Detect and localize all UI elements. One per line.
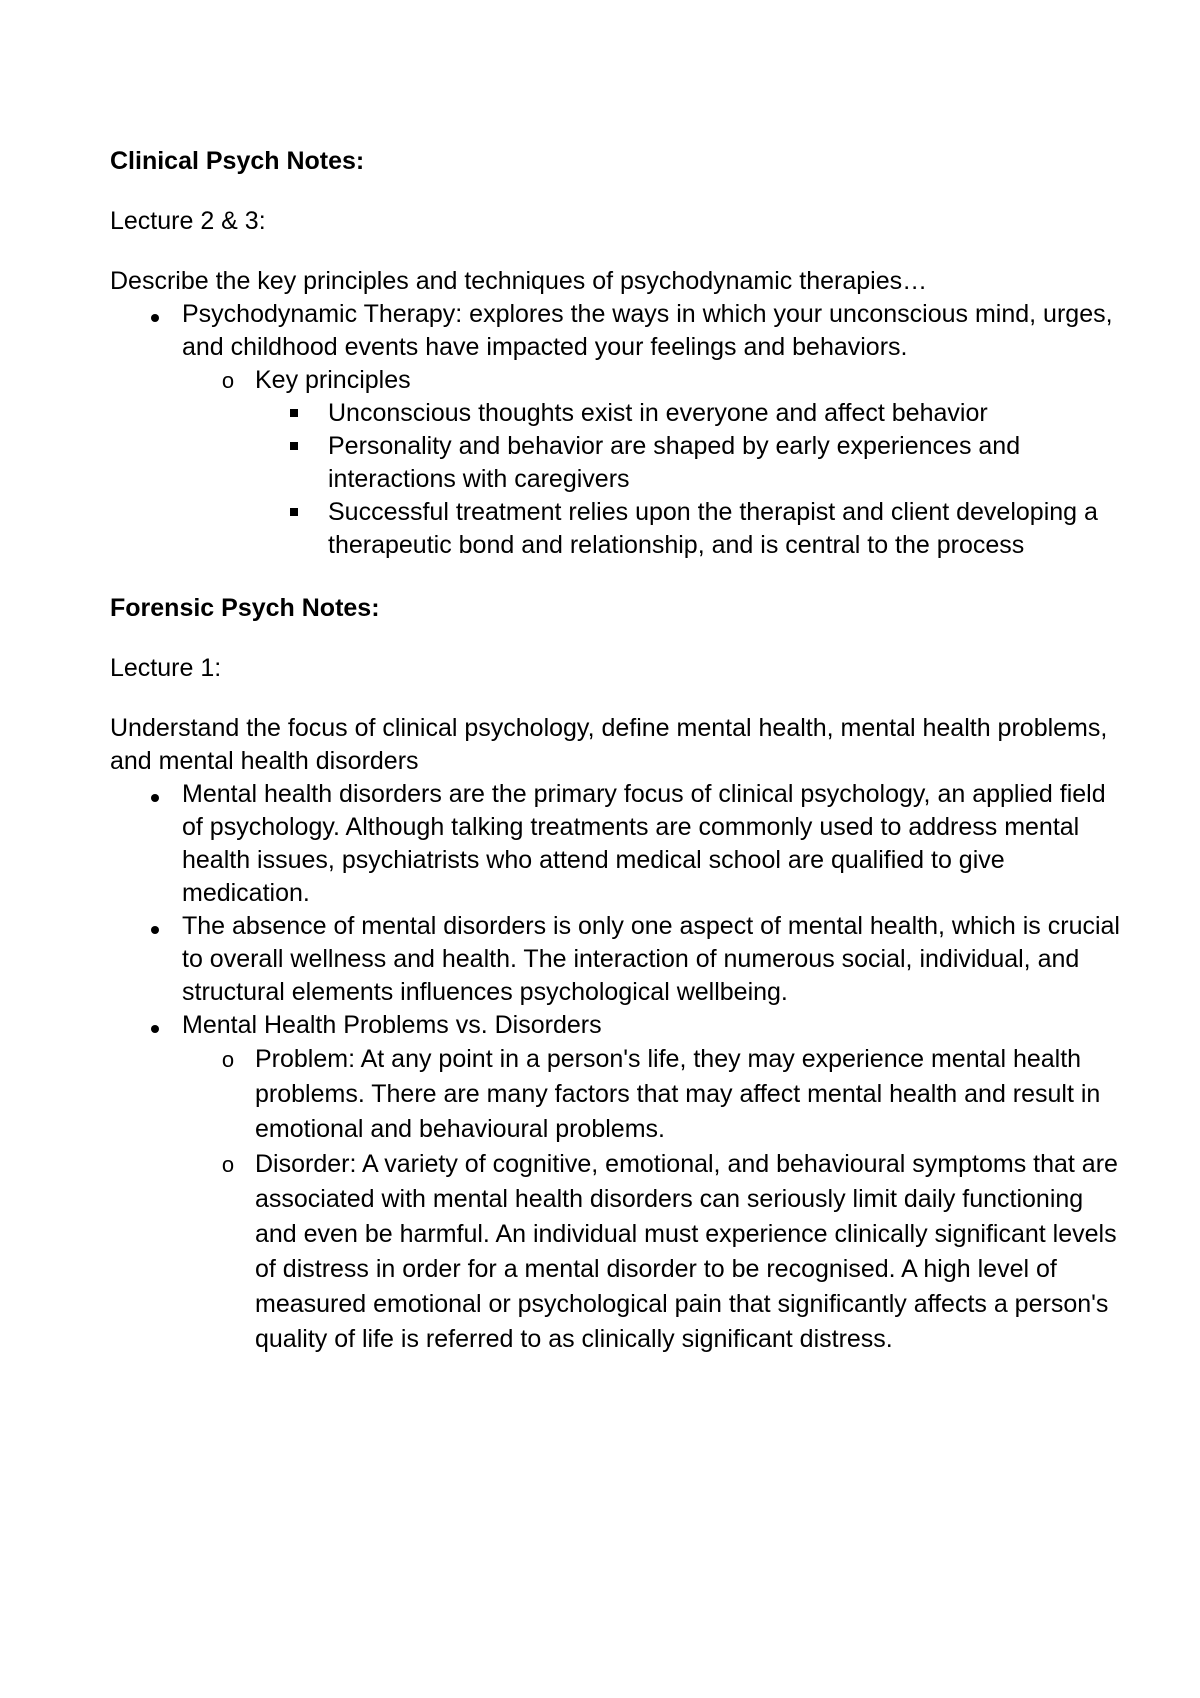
list-item-text: Psychodynamic Therapy: explores the ways in which your unconscious mind, urges, and childhood events have impacted your feelings and behaviors. [182, 300, 1113, 361]
list-item [221, 364, 1120, 562]
list-item [182, 1009, 1120, 1357]
forensic-heading: Forensic Psych Notes: [110, 594, 380, 622]
square-bullet-icon [290, 409, 298, 417]
circle-bullet-icon: o [221, 368, 235, 393]
list-item-text: Personality and behavior are shaped by early experiences and interactions with caregivers [328, 432, 1021, 493]
bullet-icon [145, 1009, 165, 1042]
square-bullet-icon [290, 442, 298, 450]
clinical-lecture: Lecture 2 & 3: [110, 207, 266, 235]
forensic-bullet-list [110, 778, 1120, 1357]
key-principles-list [182, 364, 1120, 562]
list-item-text: The absence of mental disorders is only one aspect of mental health, which is crucial to overall wellness and health. The interaction of numerous social, individual, and structural elements influences psychological wellbeing. [182, 912, 1120, 1006]
problems-vs-disorders-list [182, 1042, 1120, 1357]
list-item [221, 1042, 1120, 1147]
list-item-text: Successful treatment relies upon the therapist and client developing a therapeutic bond and relationship, and is central to the process [328, 498, 1098, 559]
list-item [221, 1147, 1120, 1357]
list-item-text: Mental Health Problems vs. Disorders [182, 1011, 602, 1039]
clinical-heading: Clinical Psych Notes: [110, 147, 365, 175]
list-item-text: Disorder: A variety of cognitive, emotional, and behavioural symptoms that are associated with mental health disorders can seriously limit daily functioning and even be harmful. An individual must experience clinically significant levels of distress in order for a mental disorder to be recognised. A high level of measured emotional or psychological pain that significantly affects a person's quality of life is referred to as clinically significant distress. [255, 1150, 1118, 1353]
list-item-text: Mental health disorders are the primary focus of clinical psychology, an applied field of psychology. Although talking treatments are commonly used to address mental health issues, psychiatrists who attend medical school are qualified to give medication. [182, 780, 1106, 907]
bullet-icon [145, 778, 165, 811]
list-item [328, 397, 1120, 430]
circle-bullet-icon: o [221, 1152, 235, 1177]
list-item [328, 496, 1120, 562]
list-item [182, 910, 1120, 1009]
list-item-text: Problem: At any point in a person's life, they may experience mental health problems. There are many factors that may affect mental health and result in emotional and behavioural problems. [255, 1045, 1101, 1143]
circle-bullet-icon: o [221, 1047, 235, 1072]
principles-sublist [255, 397, 1120, 562]
square-bullet-icon [290, 508, 298, 516]
list-item [182, 778, 1120, 910]
bullet-icon [145, 910, 165, 943]
forensic-lecture: Lecture 1: [110, 654, 222, 682]
clinical-bullet-list [110, 298, 1120, 562]
bullet-icon [145, 298, 165, 331]
clinical-prompt: Describe the key principles and techniques of psychodynamic therapies… [110, 267, 928, 295]
list-item [182, 298, 1120, 562]
forensic-prompt: Understand the focus of clinical psychology, define mental health, mental health problems, and mental health disorders [110, 714, 1108, 775]
document-page [110, 145, 1120, 1357]
list-item-text: Unconscious thoughts exist in everyone and affect behavior [328, 399, 988, 427]
list-item-text: Key principles [255, 366, 411, 394]
list-item [328, 430, 1120, 496]
